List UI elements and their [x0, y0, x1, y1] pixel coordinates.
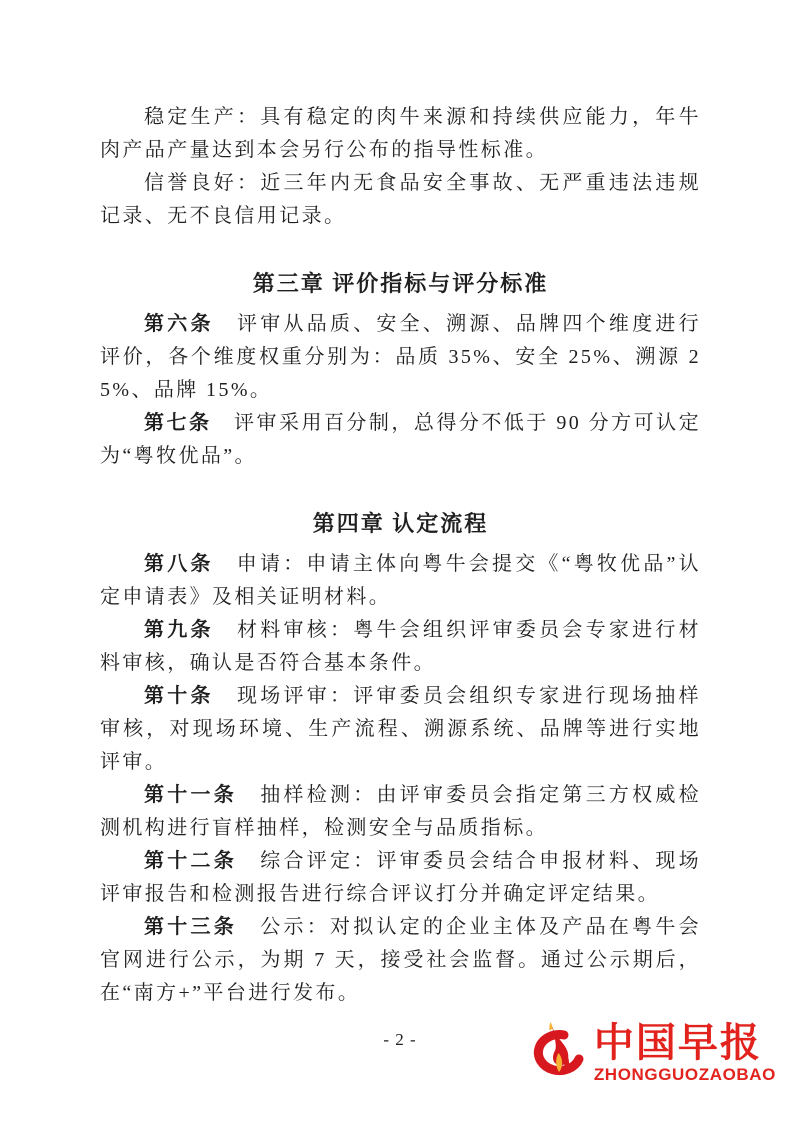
paragraph-text: 公示：对拟认定的企业主体及产品在粤牛会官网进行公示，为期 7 天，接受社会监督。通过公示期后，在“南方+”平台进行发布。	[100, 916, 702, 1004]
paragraph	[100, 911, 701, 1010]
document-body	[100, 101, 701, 1010]
paragraph	[100, 548, 701, 614]
paragraph-text: 抽样检测：由评审委员会指定第三方权威检测机构进行盲样抽样，检测安全与品质指标。	[100, 784, 702, 839]
paragraph	[100, 308, 701, 407]
logo-title: 中国早报	[593, 1021, 762, 1065]
paragraph	[100, 845, 701, 911]
logo-text	[594, 1022, 776, 1084]
paragraph	[100, 779, 701, 845]
paragraph-text: 评审采用百分制，总得分不低于 90 分方可认定为“粤牧优品”。	[100, 412, 701, 467]
paragraph-text: 材料审核：粤牛会组织评审委员会专家进行材料审核，确认是否符合基本条件。	[100, 619, 701, 674]
article-number: 第十条	[144, 685, 214, 707]
newspaper-logo	[525, 1021, 776, 1085]
article-number: 第六条	[144, 313, 214, 335]
paragraph-text: 信誉良好：近三年内无食品安全事故、无严重违法违规记录、无不良信用记录。	[100, 172, 701, 227]
chapter-heading: 第三章 评价指标与评分标准	[252, 271, 549, 296]
article-number: 第十二条	[144, 850, 237, 872]
article-number: 第十三条	[144, 916, 237, 938]
paragraph	[100, 167, 701, 233]
article-number: 第十一条	[144, 784, 237, 806]
paragraph-text: 申请：申请主体向粤牛会提交《“粤牧优品”认定申请表》及相关证明材料。	[100, 553, 701, 608]
paragraph	[100, 680, 701, 779]
page-number: - 2 -	[383, 1030, 417, 1049]
paragraph	[100, 101, 701, 167]
paragraph	[100, 407, 701, 473]
article-number: 第七条	[144, 412, 212, 434]
paragraph-text: 稳定生产：具有稳定的肉牛来源和持续供应能力，年牛肉产品产量达到本会另行公布的指导性标准。	[100, 106, 701, 161]
paragraph-text: 评审从品质、安全、溯源、品牌四个维度进行评价，各个维度权重分别为：品质 35%、安全 25%、溯源 25%、品牌 15%。	[100, 313, 701, 401]
paragraph	[100, 614, 701, 680]
chapter-heading: 第四章 认定流程	[312, 511, 489, 536]
paragraph-text: 综合评定：评审委员会结合申报材料、现场评审报告和检测报告进行综合评议打分并确定评定结果。	[100, 850, 702, 905]
logo-subtitle: ZHONGGUOZAOBAO	[593, 1065, 776, 1084]
article-number: 第九条	[144, 619, 214, 641]
flame-swoosh-icon	[525, 1021, 585, 1085]
article-number: 第八条	[144, 553, 214, 575]
paragraph-text: 现场评审：评审委员会组织专家进行现场抽样审核，对现场环境、生产流程、溯源系统、品牌等进行实地评审。	[100, 685, 701, 773]
